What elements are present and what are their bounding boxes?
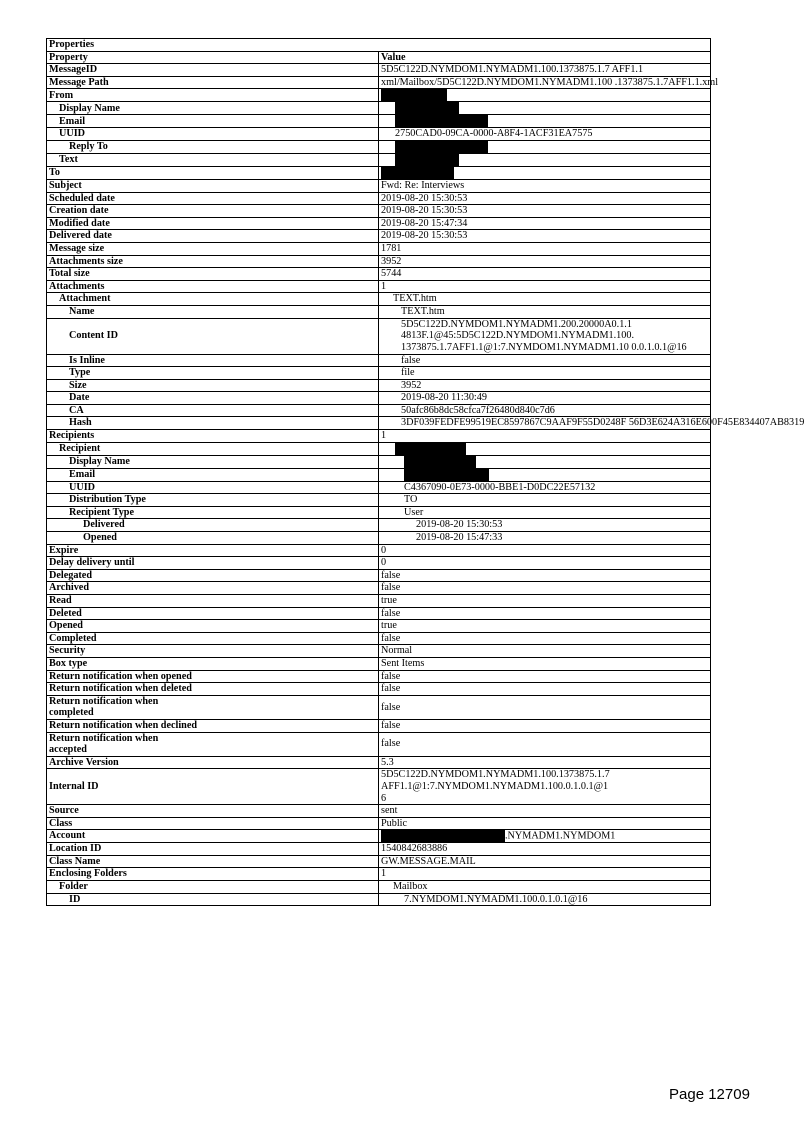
property-value bbox=[379, 830, 711, 843]
property-name: Account bbox=[47, 830, 379, 843]
property-value: false bbox=[379, 695, 711, 719]
property-value-line: 5D5C122D.NYMDOM1.NYMADM1.100.1373875.1.7 AFF1.1@1:7.NYMDOM1.NYMADM1.100.0.1.0.1@1 bbox=[381, 769, 610, 792]
property-column-header: Property bbox=[47, 51, 379, 64]
property-value bbox=[379, 166, 711, 179]
property-name: Location ID bbox=[47, 843, 379, 856]
table-row bbox=[47, 417, 711, 430]
property-value: 2750CAD0-09CA-0000-A8F4-1ACF31EA7575 bbox=[379, 128, 711, 141]
properties-table bbox=[46, 38, 804, 906]
property-value: false bbox=[379, 683, 711, 696]
table-row bbox=[47, 868, 711, 881]
property-name: Email bbox=[47, 468, 379, 481]
table-row bbox=[47, 544, 711, 557]
table-row bbox=[47, 756, 711, 769]
property-value: C4367090-0E73-0000-BBE1-D0DC22E57132 bbox=[379, 481, 711, 494]
table-title-row bbox=[47, 39, 711, 52]
property-name: UUID bbox=[47, 128, 379, 141]
property-value: TEXT.htm bbox=[379, 293, 711, 306]
property-name: Enclosing Folders bbox=[47, 868, 379, 881]
property-value: 2019-08-20 15:30:53 bbox=[379, 230, 711, 243]
table-row bbox=[47, 430, 711, 443]
property-value: User bbox=[379, 506, 711, 519]
table-row bbox=[47, 557, 711, 570]
property-name: Folder bbox=[47, 881, 379, 894]
table-row bbox=[47, 893, 711, 906]
property-name: Archive Version bbox=[47, 756, 379, 769]
table-row bbox=[47, 805, 711, 818]
table-row bbox=[47, 76, 711, 89]
property-value: false bbox=[379, 670, 711, 683]
table-row bbox=[47, 153, 711, 166]
redaction-box bbox=[395, 443, 466, 455]
table-row bbox=[47, 632, 711, 645]
redaction-box bbox=[395, 102, 459, 114]
properties-sheet bbox=[46, 38, 804, 906]
table-row bbox=[47, 192, 711, 205]
property-value: TO bbox=[379, 494, 711, 507]
redaction-box bbox=[381, 830, 505, 842]
property-value bbox=[379, 153, 711, 166]
property-value: sent bbox=[379, 805, 711, 818]
table-row bbox=[47, 293, 711, 306]
property-value: 3952 bbox=[379, 379, 711, 392]
property-value: Mailbox bbox=[379, 881, 711, 894]
table-row bbox=[47, 843, 711, 856]
page-number: Page 12709 bbox=[669, 1086, 750, 1103]
property-value: 2019-08-20 15:47:34 bbox=[379, 217, 711, 230]
property-value: 2019-08-20 15:30:53 bbox=[379, 192, 711, 205]
property-name: Email bbox=[47, 115, 379, 128]
table-row bbox=[47, 268, 711, 281]
property-name: Message size bbox=[47, 242, 379, 255]
property-value: Public bbox=[379, 817, 711, 830]
table-row bbox=[47, 769, 711, 805]
property-name: Opened bbox=[47, 532, 379, 545]
table-row bbox=[47, 64, 711, 77]
property-value bbox=[379, 769, 711, 805]
table-row bbox=[47, 582, 711, 595]
property-name: Delivered bbox=[47, 519, 379, 532]
property-name: Scheduled date bbox=[47, 192, 379, 205]
table-row bbox=[47, 305, 711, 318]
property-value: false bbox=[379, 719, 711, 732]
property-value: Fwd: Re: Interviews bbox=[379, 179, 711, 192]
property-name: Delay delivery until bbox=[47, 557, 379, 570]
property-name bbox=[47, 732, 379, 756]
property-name: Return notification when opened bbox=[47, 670, 379, 683]
property-name-line: accepted bbox=[49, 744, 87, 756]
property-value: 1 bbox=[379, 430, 711, 443]
value-column-header: Value bbox=[379, 51, 711, 64]
table-row bbox=[47, 230, 711, 243]
property-name: Delegated bbox=[47, 569, 379, 582]
table-row bbox=[47, 506, 711, 519]
property-name: Recipients bbox=[47, 430, 379, 443]
redaction-box bbox=[395, 115, 488, 127]
table-row bbox=[47, 442, 711, 455]
property-name: Recipient bbox=[47, 442, 379, 455]
table-row bbox=[47, 481, 711, 494]
table-row bbox=[47, 569, 711, 582]
table-row bbox=[47, 242, 711, 255]
property-value bbox=[379, 140, 711, 153]
table-row bbox=[47, 657, 711, 670]
property-value: 0 bbox=[379, 544, 711, 557]
property-value bbox=[379, 89, 711, 102]
property-value-line: 1373875.1.7AFF1.1@1:7.NYMDOM1.NYMADM1.10 0.0.1.0.1@16 bbox=[401, 341, 687, 353]
property-name: Message Path bbox=[47, 76, 379, 89]
property-name: Attachments size bbox=[47, 255, 379, 268]
property-value: false bbox=[379, 607, 711, 620]
property-name: Size bbox=[47, 379, 379, 392]
property-name: Subject bbox=[47, 179, 379, 192]
property-value-line: 6 bbox=[381, 792, 387, 804]
table-row bbox=[47, 645, 711, 658]
table-row bbox=[47, 379, 711, 392]
table-row bbox=[47, 115, 711, 128]
property-name-line: completed bbox=[49, 707, 94, 719]
property-value: 1 bbox=[379, 868, 711, 881]
property-name: Box type bbox=[47, 657, 379, 670]
table-row bbox=[47, 532, 711, 545]
property-name: Modified date bbox=[47, 217, 379, 230]
property-value: 3DF039FEDFE99519EC8597867C9AAF9F55D0248F 56D3E624A316E600F45E834407AB8319 bbox=[379, 417, 711, 430]
property-name: Internal ID bbox=[47, 769, 379, 805]
redaction-box bbox=[381, 167, 454, 179]
property-name-line: Return notification when bbox=[49, 695, 159, 707]
property-value: 3952 bbox=[379, 255, 711, 268]
table-row bbox=[47, 455, 711, 468]
property-value: 5.3 bbox=[379, 756, 711, 769]
redaction-box bbox=[404, 456, 476, 468]
property-value: 2019-08-20 15:47:33 bbox=[379, 532, 711, 545]
property-value: false bbox=[379, 569, 711, 582]
property-name: Hash bbox=[47, 417, 379, 430]
property-value: true bbox=[379, 620, 711, 633]
property-value: 5744 bbox=[379, 268, 711, 281]
table-row bbox=[47, 620, 711, 633]
property-name: Display Name bbox=[47, 102, 379, 115]
property-value: false bbox=[379, 582, 711, 595]
table-row bbox=[47, 881, 711, 894]
property-name: Archived bbox=[47, 582, 379, 595]
property-name: Total size bbox=[47, 268, 379, 281]
table-row bbox=[47, 817, 711, 830]
property-value: true bbox=[379, 595, 711, 608]
property-name: Is Inline bbox=[47, 354, 379, 367]
property-value: 1781 bbox=[379, 242, 711, 255]
property-value: Normal bbox=[379, 645, 711, 658]
property-name: Attachments bbox=[47, 280, 379, 293]
property-name: Source bbox=[47, 805, 379, 818]
property-name: Opened bbox=[47, 620, 379, 633]
table-row bbox=[47, 855, 711, 868]
property-name: Return notification when declined bbox=[47, 719, 379, 732]
table-row bbox=[47, 719, 711, 732]
property-value: false bbox=[379, 732, 711, 756]
table-row bbox=[47, 607, 711, 620]
table-row bbox=[47, 318, 711, 354]
property-value: Sent Items bbox=[379, 657, 711, 670]
table-row bbox=[47, 367, 711, 380]
table-row bbox=[47, 695, 711, 719]
property-value bbox=[379, 455, 711, 468]
property-name: Expire bbox=[47, 544, 379, 557]
property-value: 2019-08-20 11:30:49 bbox=[379, 392, 711, 405]
table-row bbox=[47, 519, 711, 532]
table-row bbox=[47, 392, 711, 405]
property-name-line: Return notification when bbox=[49, 732, 159, 744]
property-value-text: .NYMADM1.NYMDOM1 bbox=[505, 830, 616, 842]
redaction-box bbox=[395, 141, 488, 153]
property-name: CA bbox=[47, 404, 379, 417]
property-value bbox=[379, 442, 711, 455]
property-name: Return notification when deleted bbox=[47, 683, 379, 696]
redaction-box bbox=[381, 89, 447, 101]
property-value bbox=[379, 318, 711, 354]
property-value: xml/Mailbox/5D5C122D.NYMDOM1.NYMADM1.100 .1373875.1.7AFF1.1.xml bbox=[379, 76, 711, 89]
property-name: Completed bbox=[47, 632, 379, 645]
property-value bbox=[379, 102, 711, 115]
property-name: Class Name bbox=[47, 855, 379, 868]
property-value: 7.NYMDOM1.NYMADM1.100.0.1.0.1@16 bbox=[379, 893, 711, 906]
property-name: Deleted bbox=[47, 607, 379, 620]
table-row bbox=[47, 255, 711, 268]
table-row bbox=[47, 404, 711, 417]
property-name: Display Name bbox=[47, 455, 379, 468]
property-name: MessageID bbox=[47, 64, 379, 77]
property-name: Reply To bbox=[47, 140, 379, 153]
table-row bbox=[47, 102, 711, 115]
property-value-line: 4813F.1@45:5D5C122D.NYMDOM1.NYMADM1.100. bbox=[401, 330, 634, 342]
property-name: Security bbox=[47, 645, 379, 658]
table-title: Properties bbox=[47, 39, 711, 52]
property-name: Read bbox=[47, 595, 379, 608]
table-header-row bbox=[47, 51, 711, 64]
table-row bbox=[47, 140, 711, 153]
property-name: Content ID bbox=[47, 318, 379, 354]
property-value: 50afc86b8dc58cfca7f26480d840c7d6 bbox=[379, 404, 711, 417]
property-value: GW.MESSAGE.MAIL bbox=[379, 855, 711, 868]
property-value: 1 bbox=[379, 280, 711, 293]
property-value-line: 5D5C122D.NYMDOM1.NYMADM1.200.20000A0.1.1 bbox=[401, 318, 632, 330]
property-name: ID bbox=[47, 893, 379, 906]
property-name: Date bbox=[47, 392, 379, 405]
table-row bbox=[47, 670, 711, 683]
property-value: 2019-08-20 15:30:53 bbox=[379, 519, 711, 532]
property-value: false bbox=[379, 354, 711, 367]
property-value: 0 bbox=[379, 557, 711, 570]
property-value: 1540842683886 bbox=[379, 843, 711, 856]
property-name: To bbox=[47, 166, 379, 179]
property-value bbox=[379, 115, 711, 128]
table-row bbox=[47, 89, 711, 102]
table-row bbox=[47, 354, 711, 367]
property-value: TEXT.htm bbox=[379, 305, 711, 318]
property-name bbox=[47, 695, 379, 719]
redaction-box bbox=[404, 469, 489, 481]
property-name: Type bbox=[47, 367, 379, 380]
property-name: Delivered date bbox=[47, 230, 379, 243]
table-row bbox=[47, 179, 711, 192]
table-row bbox=[47, 166, 711, 179]
table-row bbox=[47, 128, 711, 141]
property-value bbox=[379, 468, 711, 481]
table-row bbox=[47, 280, 711, 293]
redaction-box bbox=[395, 154, 459, 166]
property-name: Class bbox=[47, 817, 379, 830]
property-name: Recipient Type bbox=[47, 506, 379, 519]
table-row bbox=[47, 468, 711, 481]
table-row bbox=[47, 830, 711, 843]
property-name: UUID bbox=[47, 481, 379, 494]
table-row bbox=[47, 595, 711, 608]
property-value: 2019-08-20 15:30:53 bbox=[379, 205, 711, 218]
table-row bbox=[47, 205, 711, 218]
property-value: false bbox=[379, 632, 711, 645]
property-value: 5D5C122D.NYMDOM1.NYMADM1.100.1373875.1.7 AFF1.1 bbox=[379, 64, 711, 77]
table-row bbox=[47, 494, 711, 507]
property-name: Text bbox=[47, 153, 379, 166]
property-name: Distribution Type bbox=[47, 494, 379, 507]
table-row bbox=[47, 217, 711, 230]
property-value: file bbox=[379, 367, 711, 380]
table-row bbox=[47, 683, 711, 696]
property-name: From bbox=[47, 89, 379, 102]
property-name: Name bbox=[47, 305, 379, 318]
property-name: Attachment bbox=[47, 293, 379, 306]
property-name: Creation date bbox=[47, 205, 379, 218]
table-row bbox=[47, 732, 711, 756]
